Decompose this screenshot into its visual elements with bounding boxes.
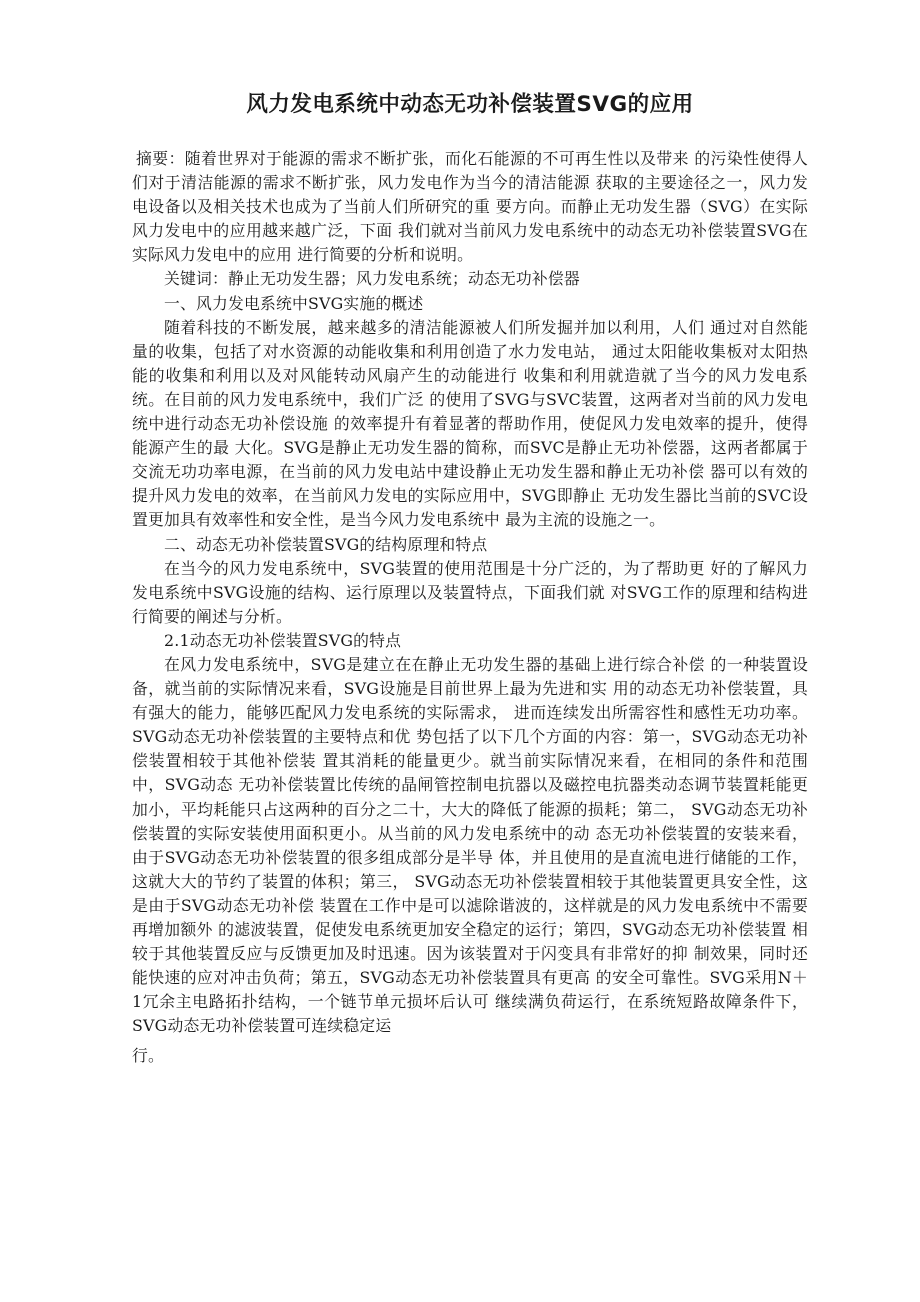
subsection-2-1-body: 在风力发电系统中，SVG是建立在在静止无功发生器的基础上进行综合补偿 的一种装置设备，就当前的实际情况来看，SVG设施是目前世界上最为先进和实 用的动态无功补偿装置，具有强大的能力，能够匹配风力发电系统的实际需求， 进而连续发出所需容性和感性无功功率。SVG动态无功补偿装置的主要特点和优 势包括了以下几个方面的内容：第一，SVG动态无功补偿装置相较于其他补偿装 置其消耗的能量更少。就当前实际情况来看，在相同的条件和范围中，SVG动态 无功补偿装置比传统的晶闸管控制电抗器以及磁控电抗器类动态调节装置耗能更 加小，平均耗能只占这两种的百分之二十，大大的降低了能源的损耗；第二， SVG动态无功补偿装置的实际安装使用面积更小。从当前的风力发电系统中的动 态无功补偿装置的安装来看，由于SVG动态无功补偿装置的很多组成部分是半导 体，并且使用的是直流电进行储能的工作，这就大大的节约了装置的体积；第三， SVG动态无功补偿装置相较于其他装置更具安全性，这是由于SVG动态无功补偿 装置在工作中是可以滤除谐波的，这样就是的风力发电系统中不需要再增加额外 的滤波装置，促使发电系统更加安全稳定的运行；第四，SVG动态无功补偿装置 相较于其他装置反应与反馈更加及时迅速。因为该装置对于闪变具有非常好的抑 制效果，同时还能快速的应对冲击负荷；第五，SVG动态无功补偿装置具有更高 的安全可靠性。SVG采用N＋1冗余主电路拓扑结构，一个链节单元损坏后认可 继续满负荷运行，在系统短路故障条件下，SVG动态无功补偿装置可连续稳定运 bbox=[132, 654, 808, 1036]
document-body bbox=[132, 147, 808, 1069]
abstract-paragraph: 摘要：随着世界对于能源的需求不断扩张，而化石能源的不可再生性以及带来 的污染性使得人们对于清洁能源的需求不断扩张，风力发电作为当今的清洁能源 获取的主要途径之一，风力发电设备以及相关技术也成为了当前人们所研究的重 要方向。而静止无功发生器（SVG）在实际风力发电中的应用越来越广泛，下面 我们就对当前风力发电系统中的动态无功补偿装置SVG在实际风力发电中的应用 进行简要的分析和说明。 bbox=[132, 149, 808, 265]
trailing-text: 行。 bbox=[132, 1046, 164, 1066]
section-2-body: 在当今的风力发电系统中，SVG装置的使用范围是十分广泛的，为了帮助更 好的了解风力发电系统中SVG设施的结构、运行原理以及装置特点，下面我们就 对SVG工作的原理和结构进行简要的阐述与分析。 bbox=[132, 558, 808, 626]
section-2-heading: 二、动态无功补偿装置SVG的结构原理和特点 bbox=[164, 534, 488, 554]
subsection-2-1-heading: 2.1动态无功补偿装置SVG的特点 bbox=[164, 630, 402, 650]
document-page bbox=[132, 0, 808, 1069]
keywords-paragraph: 关键词：静止无功发生器；风力发电系统；动态无功补偿器 bbox=[164, 269, 580, 289]
section-1-body: 随着科技的不断发展，越来越多的清洁能源被人们所发掘并加以利用，人们 通过对自然能量的收集，包括了对水资源的动能收集和利用创造了水力发电站， 通过太阳能收集板对太阳热能的收集和利用以及对风能转动风扇产生的动能进行 收集和利用就造就了当今的风力发电系统。在目前的风力发电系统中，我们广泛 的使用了SVG与SVC装置，这两者对当前的风力发电统中进行动态无功补偿设施 的效率提升有着显著的帮助作用，使促风力发电效率的提升，使得能源产生的最 大化。SVG是静止无功发生器的简称，而SVC是静止无功补偿器，这两者都属于 交流无功功率电源，在当前的风力发电站中建设静止无功发生器和静止无功补偿 器可以有效的提升风力发电的效率，在当前风力发电的实际应用中，SVG即静止 无功发生器比当前的SVC设置更加具有效率性和安全性，是当今风力发电系统中 最为主流的设施之一。 bbox=[132, 317, 808, 530]
section-1-heading: 一、风力发电系统中SVG实施的概述 bbox=[164, 293, 424, 313]
document-title: 风力发电系统中动态无功补偿装置SVG的应用 bbox=[246, 92, 694, 117]
